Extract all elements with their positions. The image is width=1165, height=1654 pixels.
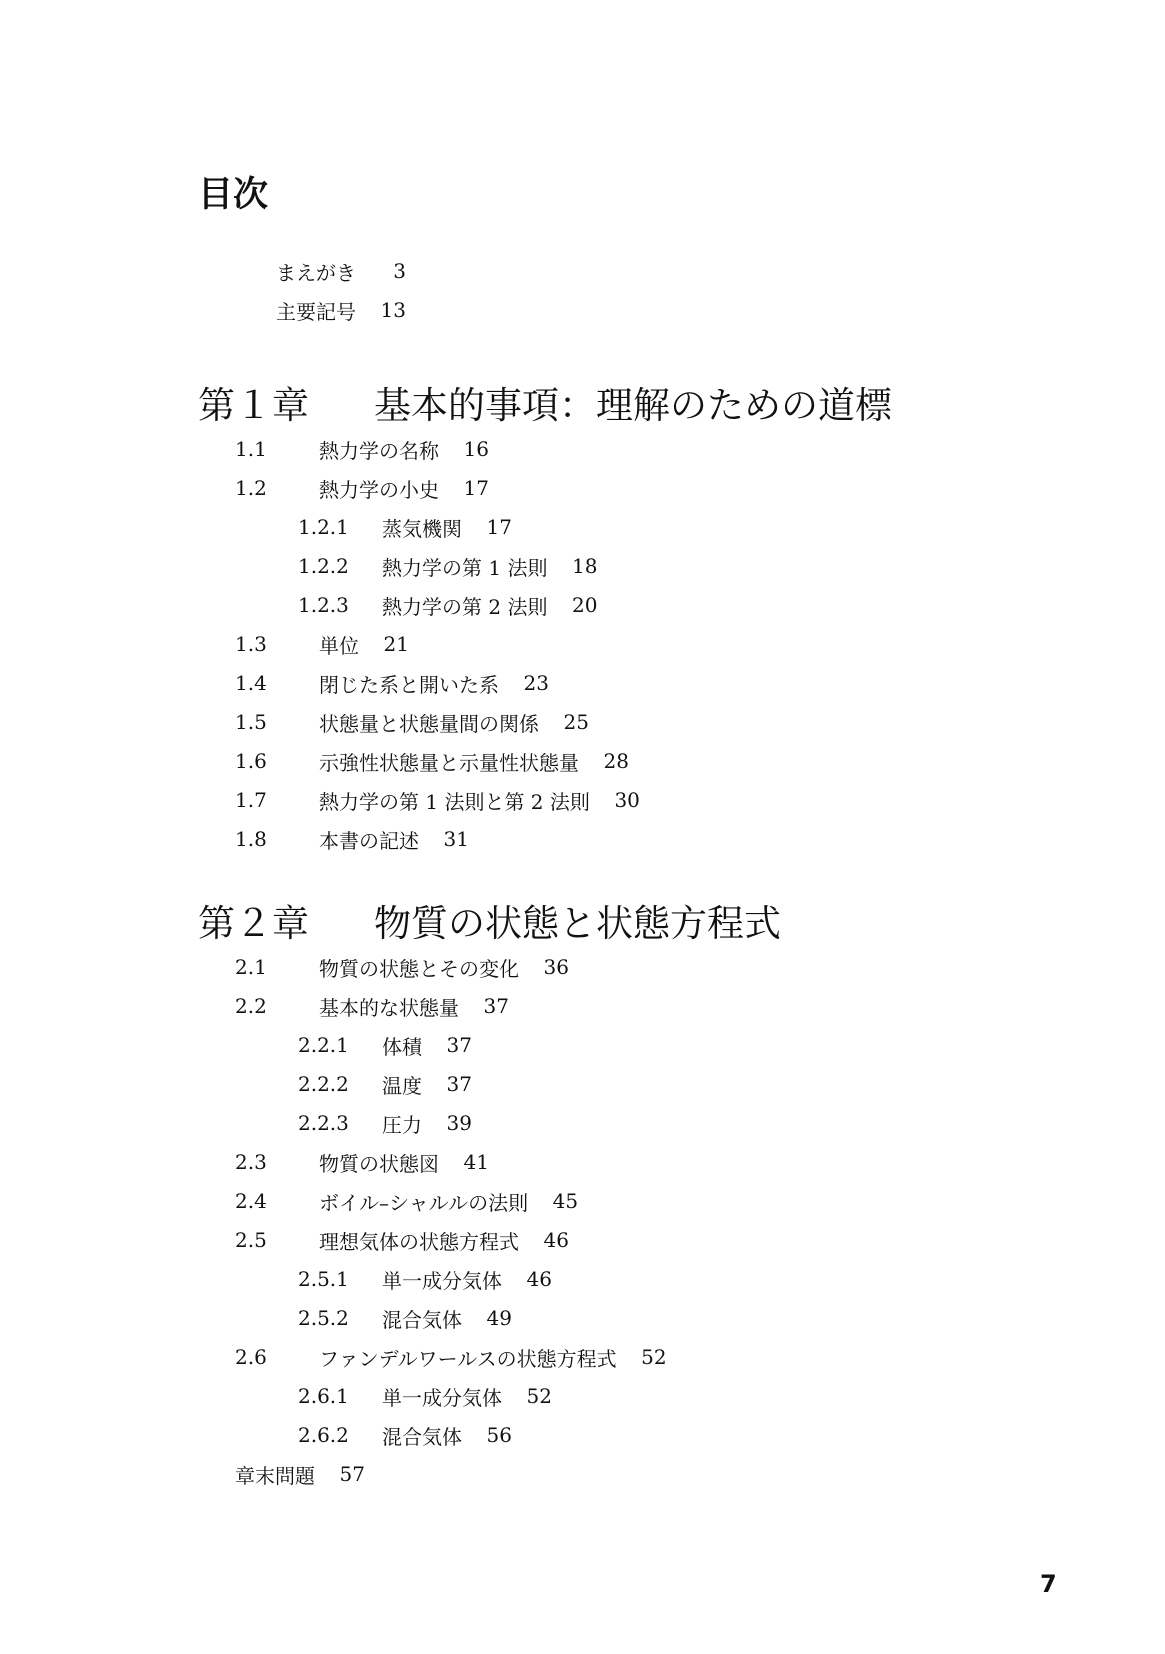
toc-subsection[interactable]: [0, 551, 715, 581]
toc-section[interactable]: [0, 785, 758, 815]
toc-entry-number: 2.1: [235, 955, 267, 979]
toc-subsection[interactable]: [0, 1381, 670, 1411]
toc-entry-number: 1.7: [235, 788, 267, 812]
toc-entry-number: 2.4: [235, 1189, 267, 1213]
toc-entry-page: 28: [603, 749, 629, 773]
toc-entry-number: 2.2.1: [298, 1033, 349, 1057]
toc-entry-number: 2.6.1: [298, 1384, 349, 1408]
toc-entry-label: 物質の状態とその変化: [319, 956, 519, 981]
toc-entry-number: 1.5: [235, 710, 267, 734]
toc-entry-number: 1.8: [235, 827, 267, 851]
page-title: 目次: [198, 175, 269, 215]
toc-entry-label: 単一成分気体: [382, 1385, 502, 1410]
toc-entry-label: 熱力学の第 1 法則: [382, 555, 548, 580]
toc-entry-label: 示強性状態量と示量性状態量: [319, 750, 579, 775]
toc-entry-page: 3: [393, 259, 406, 283]
toc-section[interactable]: [0, 1186, 696, 1216]
toc-entry-number: 1.2.3: [298, 593, 349, 617]
toc-entry-page: 57: [339, 1462, 365, 1486]
toc-section[interactable]: [0, 629, 527, 659]
toc-entry-page: 21: [383, 632, 409, 656]
toc-entry-page: 52: [641, 1345, 667, 1369]
chapter-heading-1[interactable]: [198, 378, 892, 426]
toc-entry-number: 2.5.2: [298, 1306, 349, 1330]
toc-entry-label: 単一成分気体: [382, 1268, 502, 1293]
toc-entry-label: ボイル–シャルルの法則: [319, 1190, 529, 1215]
toc-subsection[interactable]: [0, 1030, 590, 1060]
toc-entry-page: 37: [446, 1033, 472, 1057]
toc-entry-page: 46: [526, 1267, 552, 1291]
page-number: 7: [1040, 1570, 1057, 1598]
toc-section[interactable]: [0, 746, 747, 776]
toc-subsection[interactable]: [0, 1420, 630, 1450]
chapter-number: 第１章: [198, 384, 309, 427]
toc-entry-label: 熱力学の小史: [319, 477, 439, 502]
toc-entry-page: 17: [463, 476, 489, 500]
toc-entry-page: 56: [486, 1423, 512, 1447]
toc-entry-number: 1.2: [235, 476, 267, 500]
toc-entry-label: 熱力学の名称: [319, 438, 439, 463]
toc-section[interactable]: [0, 952, 687, 982]
toc-entry-exercises[interactable]: [0, 1459, 483, 1489]
toc-entry-number: 1.2.2: [298, 554, 349, 578]
toc-subsection[interactable]: [0, 512, 630, 542]
toc-entry-page: 46: [543, 1228, 569, 1252]
toc-entry-preface[interactable]: [0, 256, 524, 286]
toc-section[interactable]: [0, 991, 627, 1021]
toc-entry-label: 本書の記述: [319, 828, 419, 853]
toc-entry-label: 理想気体の状態方程式: [319, 1229, 519, 1254]
toc-entry-label: 熱力学の第 2 法則: [382, 594, 548, 619]
toc-entry-number: 2.2.2: [298, 1072, 349, 1096]
toc-subsection[interactable]: [0, 1264, 670, 1294]
toc-entry-number: 2.6: [235, 1345, 267, 1369]
toc-entry-label: まえがき: [276, 260, 356, 285]
toc-entry-number: 1.6: [235, 749, 267, 773]
toc-entry-number: 1.2.1: [298, 515, 349, 539]
toc-subsection[interactable]: [0, 1108, 590, 1138]
toc-entry-number: 1.3: [235, 632, 267, 656]
toc-entry-label: 圧力: [382, 1112, 422, 1137]
toc-entry-label: 単位: [319, 633, 359, 658]
toc-entry-label: 章末問題: [235, 1463, 315, 1488]
toc-entry-page: 16: [463, 437, 489, 461]
toc-section[interactable]: [0, 1147, 607, 1177]
toc-entry-page: 20: [572, 593, 598, 617]
toc-entry-label: 温度: [382, 1073, 422, 1098]
toc-entry-label: ファンデルワールスの状態方程式: [319, 1346, 617, 1371]
toc-entry-page: 18: [572, 554, 598, 578]
toc-entry-page: 37: [446, 1072, 472, 1096]
toc-subsection[interactable]: [0, 590, 715, 620]
toc-entry-label: 基本的な状態量: [319, 995, 459, 1020]
toc-entry-number: 2.5: [235, 1228, 267, 1252]
toc-entry-page: 39: [446, 1111, 472, 1135]
toc-entry-symbols[interactable]: [0, 295, 524, 325]
toc-entry-label: 体積: [382, 1034, 422, 1059]
toc-entry-number: 2.3: [235, 1150, 267, 1174]
toc-entry-page: 37: [483, 994, 509, 1018]
toc-entry-number: 1.1: [235, 437, 267, 461]
toc-entry-number: 2.2: [235, 994, 267, 1018]
toc-entry-number: 2.6.2: [298, 1423, 349, 1447]
toc-entry-label: 物質の状態図: [319, 1151, 439, 1176]
toc-section[interactable]: [0, 668, 667, 698]
toc-entry-page: 31: [443, 827, 469, 851]
toc-entry-page: 36: [543, 955, 569, 979]
toc-entry-page: 25: [563, 710, 589, 734]
toc-entry-page: 17: [486, 515, 512, 539]
toc-section[interactable]: [0, 707, 707, 737]
toc-entry-page: 49: [486, 1306, 512, 1330]
toc-section[interactable]: [0, 473, 607, 503]
toc-entry-number: 2.5.1: [298, 1267, 349, 1291]
toc-section[interactable]: [0, 1342, 785, 1372]
chapter-title: 基本的事項：理解のための道標: [374, 384, 892, 427]
toc-entry-page: 52: [526, 1384, 552, 1408]
toc-entry-label: 状態量と状態量間の関係: [319, 711, 539, 736]
toc-entry-page: 23: [523, 671, 549, 695]
chapter-number: 第２章: [198, 902, 309, 945]
toc-subsection[interactable]: [0, 1303, 630, 1333]
toc-entry-page: 13: [380, 298, 406, 322]
toc-entry-label: 熱力学の第 1 法則と第 2 法則: [319, 789, 590, 814]
toc-entry-page: 30: [614, 788, 640, 812]
toc-entry-label: 主要記号: [276, 299, 356, 324]
toc-entry-label: 閉じた系と開いた系: [319, 672, 499, 697]
toc-entry-label: 混合気体: [382, 1424, 462, 1449]
toc-entry-number: 1.4: [235, 671, 267, 695]
chapter-title: 物質の状態と状態方程式: [374, 902, 781, 945]
toc-subsection[interactable]: [0, 1069, 590, 1099]
toc-section[interactable]: [0, 1225, 687, 1255]
toc-entry-page: 41: [463, 1150, 489, 1174]
chapter-heading-2[interactable]: [198, 896, 781, 944]
toc-section[interactable]: [0, 824, 587, 854]
toc-entry-label: 混合気体: [382, 1307, 462, 1332]
toc-entry-number: 2.2.3: [298, 1111, 349, 1135]
toc-entry-page: 45: [552, 1189, 579, 1213]
toc-section[interactable]: [0, 434, 607, 464]
toc-entry-label: 蒸気機関: [382, 516, 462, 541]
